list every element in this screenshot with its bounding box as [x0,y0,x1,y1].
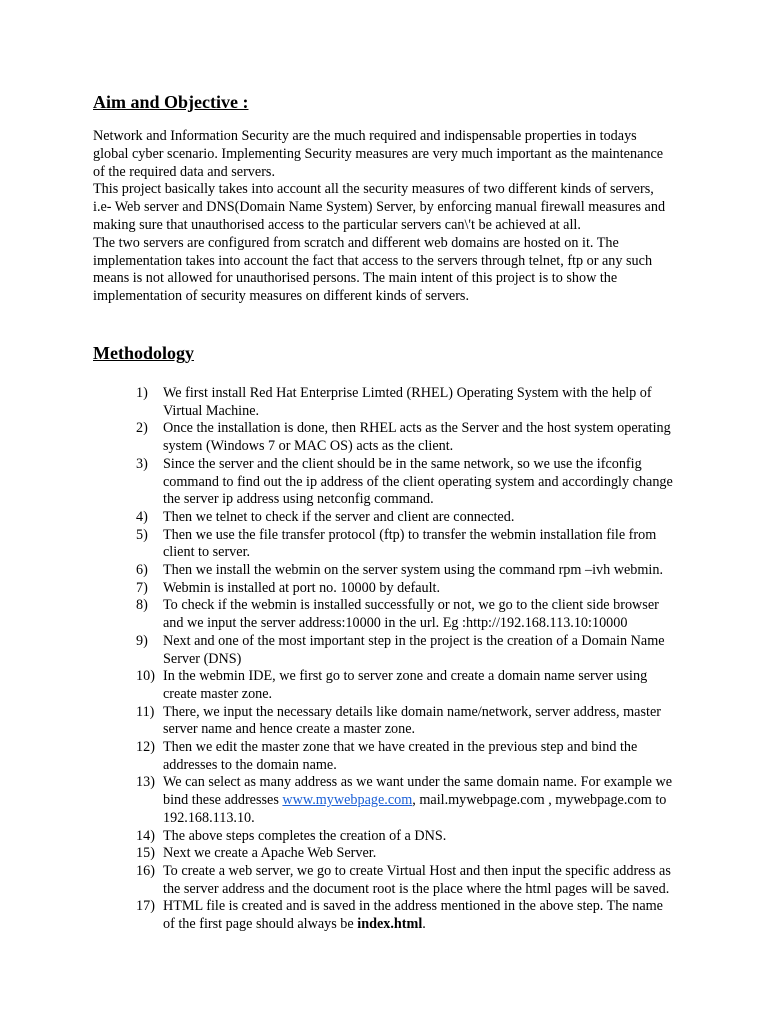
list-item: 12) Then we edit the master zone that we have created in the previous step and bind the addresses to the domain name. [136,739,638,773]
methodology-steps [136,385,676,934]
aim-paragraph-1: Network and Information Security are the much required and indispensable properties in todays global cyber scenario. Implementing Security measures are very much important as the maintenance of the required data and servers. [93,128,664,180]
list-item: 7) Webmin is installed at port no. 10000 by default. [136,579,441,596]
list-item: 5) Then we use the file transfer protocol (ftp) to transfer the webmin installation file from client to server. [136,526,657,561]
list-item: 2) Once the installation is done, then RHEL acts as the Server and the host system operating system (Windows 7 or MAC OS) acts as the client. [136,420,671,455]
list-item: 10) In the webmin IDE, we first go to server zone and create a domain name server using create master zone. [136,668,648,702]
list-item: 17) HTML file is created and is saved in the address mentioned in the above step. The name of the first page should always be index.html. [136,898,663,933]
aim-paragraph-3: The two servers are configured from scratch and different web domains are hosted on it. The implementation takes into account the fact that access to the servers through telnet, ftp or any such means is not allowed for unauthorised persons. The main intent of this project is to show the implementation of security measures on different kinds of servers. [93,234,653,305]
webpage-link[interactable]: www.mywebpage.com [282,792,413,809]
aim-heading: Aim and Objective : [93,92,249,112]
list-item: 4) Then we telnet to check if the server and client are connected. [136,508,515,525]
list-item: 13) We can select as many address as we want under the same domain name. For example we bind these addresses www.mywebpage.com, mail.mywebpage.com , mywebpage.com to 192.168.113.10. [136,774,673,826]
methodology-heading: Methodology [93,343,194,363]
aim-body [93,128,673,306]
list-item: 1) We first install Red Hat Enterprise Limted (RHEL) Operating System with the help of Virtual Machine. [136,385,652,419]
list-item: 15) Next we create a Apache Web Server. [136,845,377,862]
list-item: 14) The above steps completes the creation of a DNS. [136,827,447,844]
list-item: 6) Then we install the webmin on the server system using the command rpm –ivh webmin. [136,562,664,579]
list-item: 3) Since the server and the client should be in the same network, so we use the ifconfig command to find out the ip address of the client operating system and accordingly change the server ip address using netconfig command. [136,455,673,508]
list-item: 9) Next and one of the most important step in the project is the creation of a Domain Name Server (DNS) [136,632,665,667]
list-item: 8) To check if the webmin is installed successfully or not, we go to the client side browser and we input the server address:10000 in the url. Eg :http://192.168.113.10:10000 [136,597,659,632]
list-item: 11) There, we input the necessary details like domain name/network, server address, master server name and hence create a master zone. [136,703,661,738]
index-filename: index.html [357,916,423,933]
list-item: 16) To create a web server, we go to create Virtual Host and then input the specific address as the server address and the document root is the place where the html pages will be saved. [136,862,671,897]
aim-paragraph-2: This project basically takes into account all the security measures of two different kinds of servers, i.e- Web server and DNS(Domain Name System) Server, by enforcing manual firewall measures and making sure that unauthorised access to the particular servers can\'t be achieved at all. [93,181,666,233]
